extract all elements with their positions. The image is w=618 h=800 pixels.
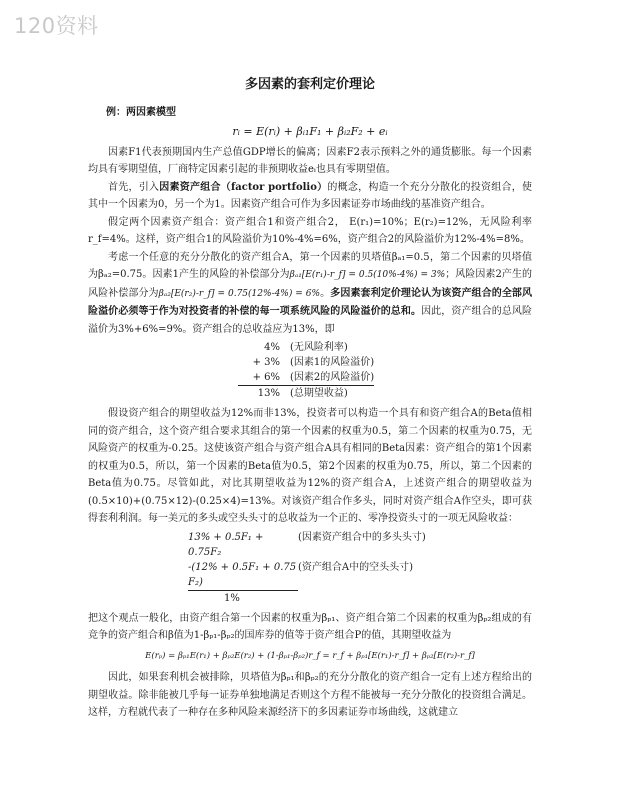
expected-return-sum (238, 340, 532, 401)
hedge-result: 1% (224, 592, 240, 604)
arbitrage-position (188, 530, 532, 606)
document-page (88, 76, 532, 722)
paragraph-factor-portfolio: 首先，引入因素资产组合（factor portfolio）的概念，构造一个充分分散化的投资组合，使其中一个因素为0，另一个为1。因素资产组合可作为多因素证券市场曲线的基准资产组合。 (88, 181, 533, 210)
sum-total-row: 13% (总期望收益) (257, 388, 348, 399)
factor-portfolio-term: 因素资产组合（factor portfolio） (159, 181, 328, 193)
inline-formula-factor1: βₐ₁[E(r₁)-r_f] = 0.5(10%-4%) = 3% (289, 270, 446, 280)
sum-row: + 6% (因素2的风险溢价) (238, 370, 532, 386)
watermark: 120资料 (14, 14, 99, 38)
page-title: 多因素的套利定价理论 (244, 77, 375, 92)
paragraph-arbitrage: 假设资产组合的期望收益为12%而非13%，投资者可以构造一个具有和资产组合A的Beta值相同的资产组合，这个资产组合要求其组合的第一个因素的权重为0.5，第二个因素的权重为0.75，无风险资产的权重为-0.25。这使该资产组合与资产组合A具有相同的Beta因素：资产组合的第1个因素的权重为0.5，所以，第一个因素的Beta值为0.5，第2个因素的权重为0.75，所以，第二个因素的Beta值为0.75。尽管如此，对比其期望收益为12%的资产组合A，上述资产组合的期望收益为 (0.5×10)+(0.75×12)-(0.25×4)=13%。对该资产组合作多头，同时对资产组合A作空头，即可获得套利利润。每一美元的多头或空头头寸的总收益为一个正的、零净投资头寸的一项无风险收益： (88, 408, 532, 524)
general-apt-formula: E(rₚ) = βₚ₁E(r₁) + βₚ₂E(r₂) + (1-βₚ₁-βₚ₂)r_f = r_f + βₚ₁[E(r₁)-r_f] + βₚ₂[E(r₂)-r_f] (145, 650, 475, 661)
paragraph-factors: 因素F1代表预期国内生产总值GDP增长的偏离；因素F2表示预料之外的通货膨胀。每一个因素均具有零期望值，厂商特定因素引起的非预期收益eᵢ也具有零期望值。 (88, 146, 532, 175)
paragraph-conclusion: 因此，如果套利机会被排除，贝塔值为βₚ₁和βₚ₂的充分分散化的资产组合一定有上述方程给出的期望收益。除非能被几乎每一证券单独地满足否则这个方程不能被每一充分分散化的投资组合满足。这样，方程就代表了一种存在多种风险来源经济下的多因素证券市场曲线，这就建立 (88, 672, 532, 718)
sum-row: + 3% (因素1的风险溢价) (252, 357, 375, 368)
apt-principle-statement: 多因素套利定价理论认为该资产组合的全部风险溢价必须等于作为对投资者的补偿的每一项系统风险的风险溢价的总和。 (88, 287, 533, 317)
paragraph-portfolio-a: 考虑一个任意的充分分散化的资产组合A，第一个因素的贝塔值βₐ₁=0.5，第二个因素的贝塔值为βₐ₂=0.75。因素1产生的风险的补偿部分为βₐ₁[E(r₁)-r_f] = 0.5(10%-4%) = 3%；风险因素2产生的风险补偿部分为βₐ₂[E(r₂)-r_f] = 0.75(12%-4%) = 6%。多因素套利定价理论认为该资产组合的全部风险溢价必须等于作为对投资者的补偿的每一项系统风险的风险溢价的总和。因此，资产组合的总风险溢价为3%+6%=9%。资产组合的总收益应为13%，即 (88, 251, 533, 335)
inline-formula-factor2: βₐ₂[E(r₂)-r_f] = 0.75(12%-4%) = 6% (158, 288, 321, 299)
paragraph-generalization: 把这个观点一般化，由资产组合第一个因素的权重为βₚ₁、资产组合第二个因素的权重为βₚ₂组成的有竞争的资产组合和β值为1-βₚ₁-βₚ₂的国库券的值等于资产组合P的值，其期望收益为 (88, 612, 532, 641)
sum-row: 4% (无风险利率) (264, 342, 348, 353)
hedge-row: 13% + 0.5F₁ + 0.75F₂ (因素资产组合中的多头头寸) (188, 531, 426, 558)
hedge-row: -(12% + 0.5F₁ + 0.75 F₂) (资产组合A中的空头头寸) (188, 560, 532, 591)
subheading: 例：两因素模型 (106, 106, 176, 118)
model-formula: rᵢ = E(rᵢ) + βᵢ₁F₁ + βᵢ₂F₂ + eᵢ (232, 125, 388, 138)
paragraph-two-portfolios: 假定两个因素资产组合：资产组合1和资产组合2， E(r₁)=10%；E(r₂)=12%，无风险利率r_f=4%。这样，资产组合1的风险溢价为10%-4%=6%，资产组合2的风险溢价为12%-4%=8%。 (88, 216, 532, 245)
